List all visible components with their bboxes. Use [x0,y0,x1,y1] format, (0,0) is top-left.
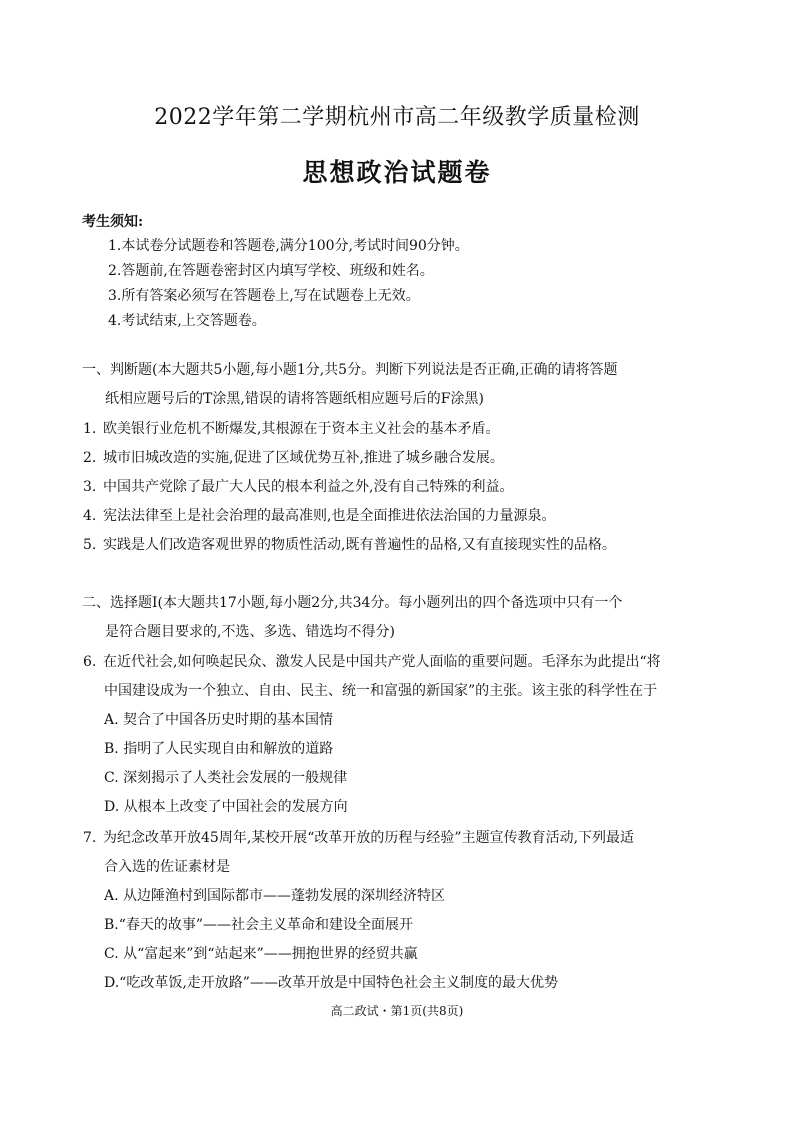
question-number: 6. [83,654,97,670]
notice-item: 2.答题前,在答题卷密封区内填写学校、班级和姓名。 [108,263,434,279]
option-a: A. 从边陲渔村到国际都市——蓬勃发展的深圳经济特区 [104,888,446,904]
question-number: 4. [83,508,97,524]
question-text: 欧美银行业危机不断爆发,其根源在于资本主义社会的基本矛盾。 [103,421,500,437]
option-c: C. 深刻揭示了人类社会发展的一般规律 [104,770,348,786]
question-text: 宪法法律至上是社会治理的最高准则,也是全面推进依法治国的力量源泉。 [103,508,556,524]
notice-heading: 考生须知: [82,214,144,230]
question-2 [83,444,504,473]
question-1 [83,415,499,444]
question-6 [83,648,661,706]
question-number: 3. [83,479,97,495]
exam-subtitle: 思想政治试题卷 [302,158,492,187]
section-2-instructions [82,589,682,647]
question-number: 2. [83,450,97,466]
section-2-line-2: 是符合题目要求的,不选、多选、错选均不得分) [105,624,395,640]
option-d: D.“吃改革饭,走开放路”——改革开放是中国特色社会主义制度的最大优势 [104,975,558,991]
notice-list [108,234,469,334]
option-a: A. 契合了中国各历史时期的基本国情 [104,712,334,728]
option-b: B. 指明了人民实现自由和解放的道路 [104,741,334,757]
question-stem-line-2: 中国建设成为一个独立、自由、民主、统一和富强的新国家”的主张。该主张的科学性在于 [104,683,658,699]
question-text: 城市旧城改造的实施,促进了区域优势互补,推进了城乡融合发展。 [103,450,504,466]
question-text: 实践是人们改造客观世界的物质性活动,既有普遍性的品格,又有直接现实性的品格。 [103,537,616,553]
page-footer: 高二政试・第1页(共8页) [330,1004,464,1018]
option-b: B.“春天的故事”——社会主义革命和建设全面展开 [104,917,414,933]
section-1-line-2: 纸相应题号后的T涂黑,错误的请将答题纸相应题号后的F涂黑) [105,391,484,407]
question-stem-line-1: 为纪念改革开放45周年,某校开展“改革开放的历程与经验”主题宣传教育活动,下列最适 [103,830,635,846]
question-3 [83,473,513,502]
option-c: C. 从“富起来”到“站起来”——拥抱世界的经贸共赢 [104,946,418,962]
question-number: 1. [83,421,97,437]
question-7 [83,824,634,882]
question-number: 5. [83,537,97,553]
question-stem-line-1: 在近代社会,如何唤起民众、激发人民是中国共产党人面临的重要问题。毛泽东为此提出“将 [103,654,661,670]
notice-item: 3.所有答案必须写在答题卷上,写在试题卷上无效。 [108,288,420,304]
notice-item: 4.考试结束,上交答题卷。 [108,313,266,329]
question-4 [83,502,555,531]
notice-item: 1.本试卷分试题卷和答题卷,满分100分,考试时间90分钟。 [108,238,469,254]
question-number: 7. [83,830,97,846]
section-2-line-1: 二、选择题Ⅰ(本大题共17小题,每小题2分,共34分。每小题列出的四个备选项中只有一个 [82,595,623,611]
question-text: 中国共产党除了最广大人民的根本利益之外,没有自己特殊的利益。 [103,479,514,495]
question-stem-line-2: 合入选的佐证素材是 [104,859,230,875]
option-d: D. 从根本上改变了中国社会的发展方向 [104,799,348,815]
exam-title: 2022学年第二学期杭州市高二年级教学质量检测 [154,105,640,130]
section-1-line-1: 一、判断题(本大题共5小题,每小题1分,共5分。判断下列说法是否正确,正确的请将答题 [82,362,618,378]
question-5 [83,531,616,560]
section-1-instructions [82,356,682,414]
